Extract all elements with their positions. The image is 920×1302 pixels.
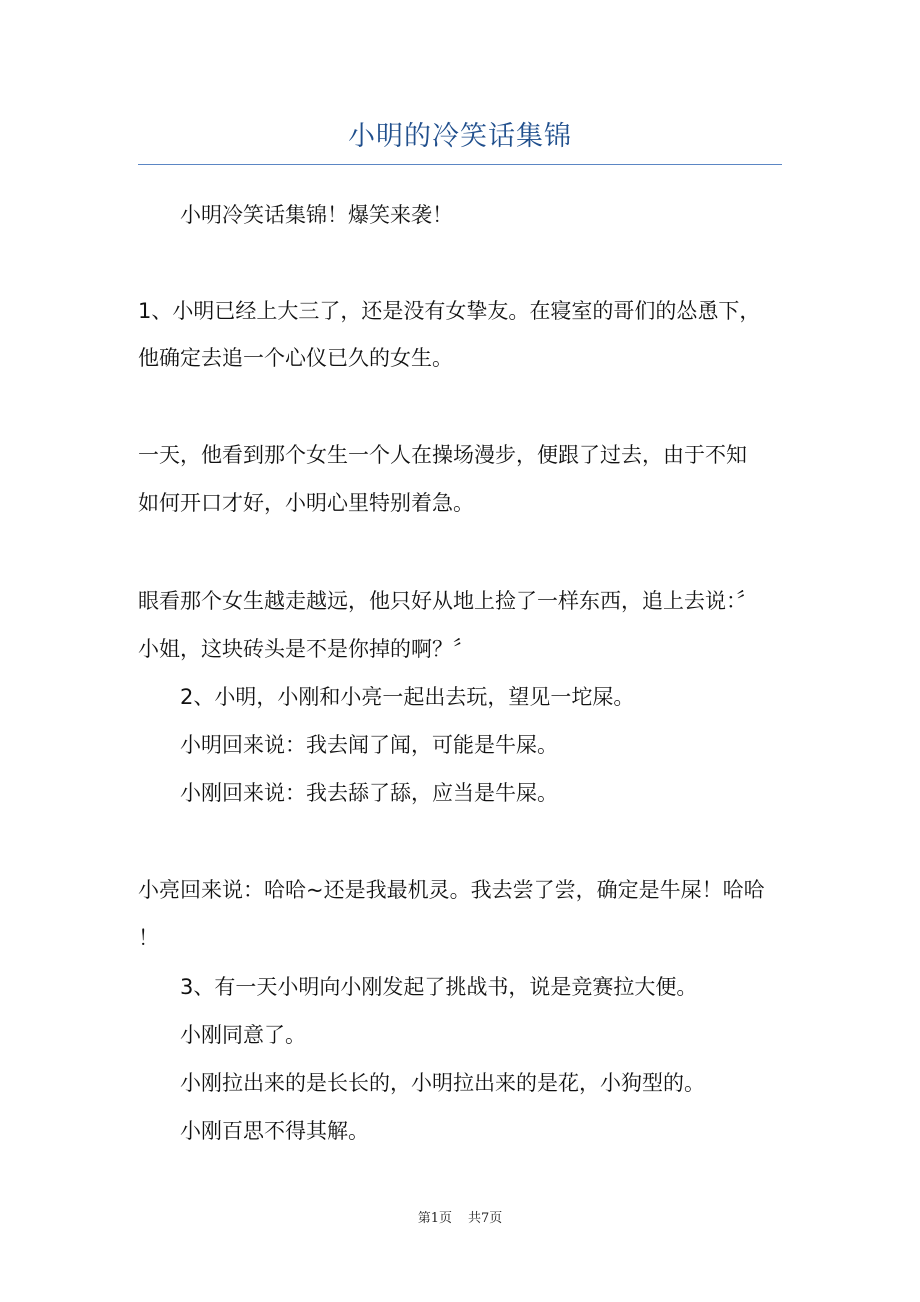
paragraph-line: 一天，他看到那个女生一个人在操场漫步，便跟了过去，由于不知	[138, 443, 747, 467]
title-divider	[138, 164, 782, 165]
paragraph-line: 他确定去追一个心仪已久的女生。	[138, 346, 453, 370]
document-title: 小明的冷笑话集锦	[348, 121, 572, 152]
joke-line: 3、有一天小明向小刚发起了挑战书，说是竞赛拉大便。	[180, 975, 698, 999]
paragraph-line: 1、小明已经上大三了，还是没有女挚友。在寝室的哥们的怂恿下，	[138, 299, 761, 323]
paragraph-line: ！	[138, 926, 159, 950]
joke-line: 2、小明，小刚和小亮一起出去玩，望见一坨屎。	[180, 685, 635, 709]
paragraph-line: 小亮回来说：哈哈~还是我最机灵。我去尝了尝，确定是牛屎！哈哈	[138, 878, 765, 902]
joke-line: 小刚回来说：我去舔了舔，应当是牛屎。	[180, 781, 558, 805]
joke-line: 小明回来说：我去闻了闻，可能是牛屎。	[180, 733, 558, 757]
page-total: 共7页	[468, 1211, 503, 1226]
page-footer	[0, 1207, 920, 1226]
paragraph-line: 眼看那个女生越走越远，他只好从地上捡了一样东西，追上去说：〞	[138, 589, 758, 613]
joke-line: 小刚百思不得其解。	[180, 1119, 369, 1143]
joke-line: 小刚拉出来的是长长的，小明拉出来的是花，小狗型的。	[180, 1071, 705, 1095]
paragraph-line: 小姐，这块砖头是不是你掉的啊？〞	[138, 637, 474, 661]
page-number: 第1页	[417, 1211, 452, 1226]
paragraph-line: 如何开口才好，小明心里特别着急。	[138, 491, 474, 515]
joke-line: 小刚同意了。	[180, 1023, 306, 1047]
intro-line: 小明冷笑话集锦！爆笑来袭！	[180, 203, 453, 227]
